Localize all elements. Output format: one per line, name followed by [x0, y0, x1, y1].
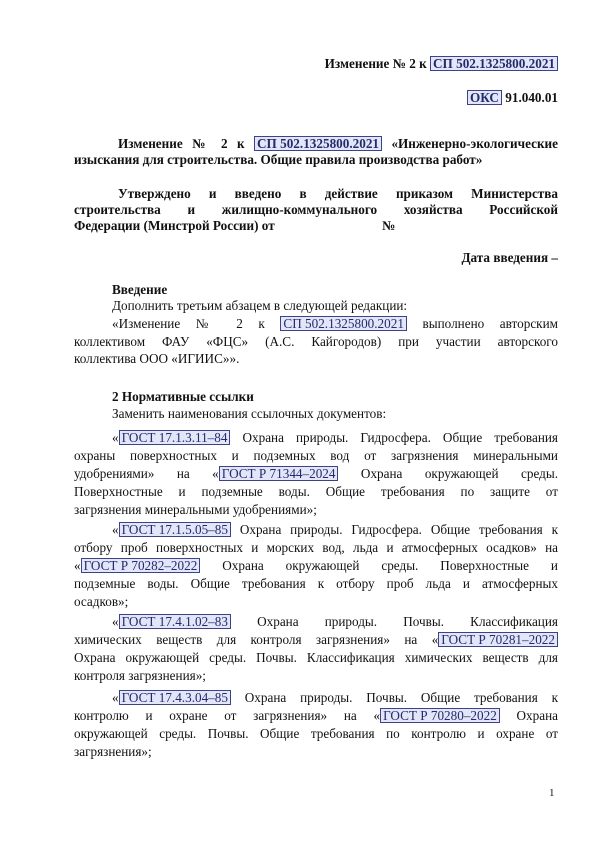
item1-quote: «: [112, 430, 119, 445]
approval-line-3a: Федерации (Минстрой России) от: [74, 218, 275, 233]
intro-line-1: Дополнить третьим абзацем в следующей редакции:: [112, 298, 408, 313]
gost-r-70282-link[interactable]: ГОСТ Р 70282–2022: [81, 558, 201, 573]
item2-line-5: осадков»;: [74, 594, 129, 609]
title-rest: «Инженерно-экологические: [382, 136, 558, 151]
item4-line-1: [112, 690, 558, 706]
item4-quote: «: [112, 690, 119, 705]
item4-text-c: Охрана: [499, 708, 558, 723]
item2-line-1: [112, 522, 558, 538]
gost-17-4-3-04-link[interactable]: ГОСТ 17.4.3.04–85: [119, 690, 231, 705]
title-line-2: изыскания для строительства. Общие правила производства работ»: [74, 152, 483, 167]
item3-line-2: [74, 632, 558, 648]
item4-line-3: окружающей среды. Почвы. Общие требования по контролю и охране от: [74, 726, 558, 741]
intro-text-b: выполнено авторским: [406, 316, 558, 331]
item3-text: Охрана природы. Почвы. Классификация: [230, 614, 558, 629]
item1-line-4: Поверхностные и подземные воды. Общие требования по защите от: [74, 484, 558, 499]
header-change-ref-link[interactable]: СП 502.1325800.2021: [430, 56, 558, 71]
approval-line-1: Утверждено и введено в действие приказом Министерства: [118, 186, 558, 201]
gost-17-4-1-02-link[interactable]: ГОСТ 17.4.1.02–83: [119, 614, 231, 629]
item4-text: Охрана природы. Почвы. Общие требования к: [230, 690, 558, 705]
item1-line-2: охраны поверхностных и подземных вод от загрязнения минеральными: [74, 448, 558, 463]
item2-quote: «: [112, 522, 119, 537]
gost-17-1-3-11-link[interactable]: ГОСТ 17.1.3.11–84: [119, 430, 231, 445]
header-oks-ref-link[interactable]: ОКС: [467, 90, 502, 105]
item1-text: Охрана природы. Гидросфера. Общие требования: [230, 430, 558, 445]
header-change-prefix: Изменение № 2 к: [324, 56, 431, 71]
approval-line-3b: №: [382, 218, 396, 233]
item2-quote-b: «: [74, 558, 81, 573]
item3-line-1: [112, 614, 558, 630]
refs-lead: Заменить наименования ссылочных документов:: [112, 406, 387, 421]
intro-ref-link[interactable]: СП 502.1325800.2021: [280, 316, 407, 331]
item4-line-2: [74, 708, 558, 724]
item2-line-4: подземные воды. Общие требования к отбору проб льда и атмосферных: [74, 576, 558, 591]
gost-r-71344-link[interactable]: ГОСТ Р 71344–2024: [219, 466, 339, 481]
gost-17-1-5-05-link[interactable]: ГОСТ 17.1.5.05–85: [119, 522, 231, 537]
intro-heading: Введение: [112, 282, 168, 297]
gost-r-70281-link[interactable]: ГОСТ Р 70281–2022: [438, 632, 558, 647]
refs-heading: 2 Нормативные ссылки: [112, 389, 254, 404]
intro-line-4: коллектива ООО «ИГИИС»».: [74, 351, 240, 366]
header-change-line: [325, 56, 558, 72]
header-oks-line: [467, 90, 558, 106]
item2-text-b: Охрана окружающей среды. Поверхностные и: [200, 558, 558, 573]
page-number: 1: [549, 787, 555, 799]
item1-line-3: [74, 466, 558, 482]
item4-line-4: загрязнения»;: [74, 744, 152, 759]
title-prefix: Изменение № 2 к: [118, 136, 255, 151]
item2-line-2: отбору проб поверхностных и морских вод, льда и атмосферных осадков» на: [74, 540, 558, 555]
item3-text-b: химических веществ для контроля загрязнения» на «: [74, 632, 439, 647]
item1-line-5: загрязнения минеральными удобрениями»;: [74, 502, 317, 517]
item3-line-4: контроля загрязнения»;: [74, 668, 206, 683]
title-line-1: [118, 136, 558, 152]
effective-date: Дата введения –: [461, 250, 558, 265]
intro-line-3: коллективом ФАУ «ФЦС» (А.С. Кайгородов) при участии авторского: [74, 334, 558, 349]
item1-text-c: удобрениями» на «: [74, 466, 219, 481]
intro-text-a: «Изменение № 2 к: [112, 316, 281, 331]
title-ref-link[interactable]: СП 502.1325800.2021: [254, 136, 382, 151]
intro-line-2: [112, 316, 558, 332]
item4-text-b: контролю и охране от загрязнения» на «: [74, 708, 381, 723]
item1-line-1: [112, 430, 558, 446]
item2-line-3: [74, 558, 558, 574]
gost-r-70280-link[interactable]: ГОСТ Р 70280–2022: [380, 708, 500, 723]
item3-line-3: Охрана окружающей среды. Почвы. Классификация химических веществ для: [74, 650, 558, 665]
header-oks-code: 91.040.01: [501, 90, 558, 105]
item1-text-d: Охрана окружающей среды.: [338, 466, 558, 481]
item2-text: Охрана природы. Гидросфера. Общие требования к: [230, 522, 558, 537]
approval-line-2: строительства и жилищно-коммунального хозяйства Российской: [74, 202, 558, 217]
item3-quote: «: [112, 614, 119, 629]
